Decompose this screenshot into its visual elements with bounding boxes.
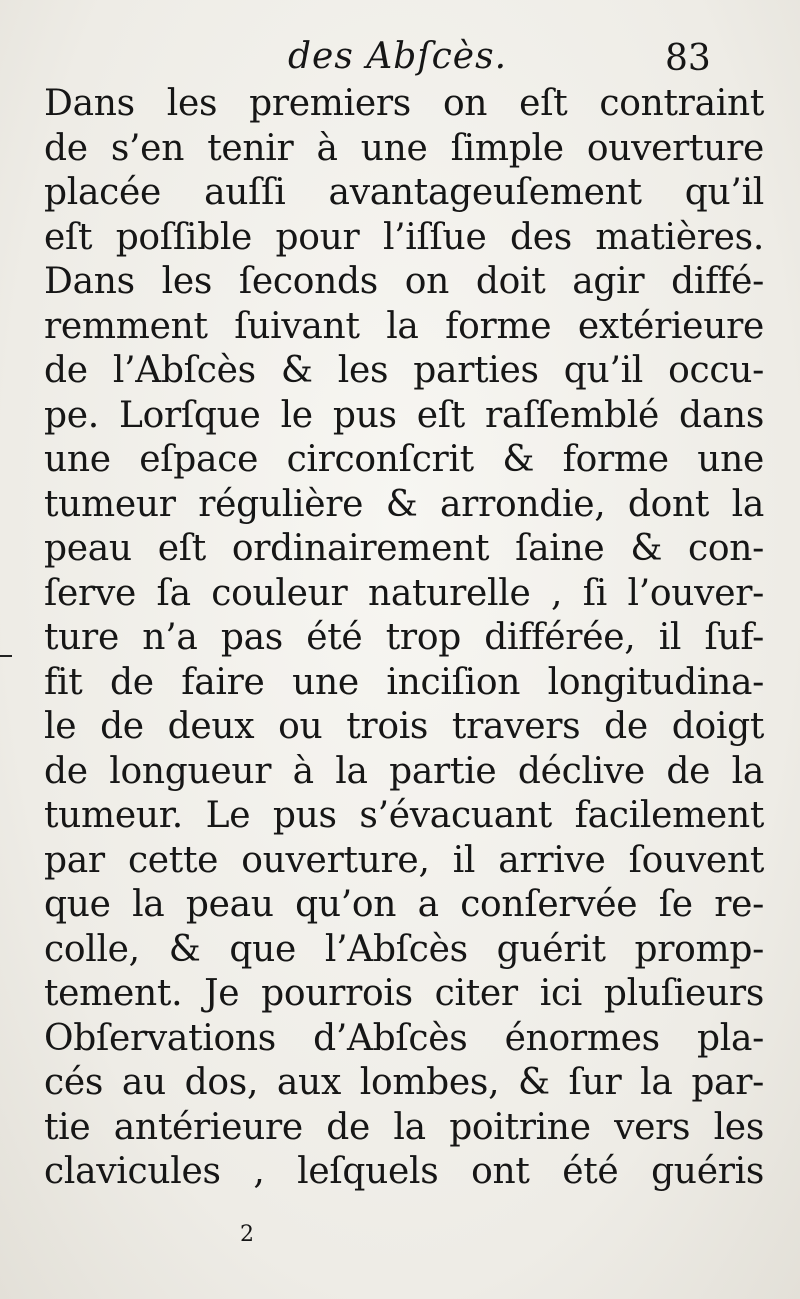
text-line-17: tumeur. Le pus s’évacuant facilement xyxy=(44,795,764,836)
text-line-9: une eſpace circonſcrit & forme une xyxy=(44,439,764,480)
text-line-24: tie antérieure de la poitrine vers les xyxy=(44,1106,764,1148)
text-line-8: pe. Lorſque le pus eſt raſſemblé dans xyxy=(44,394,764,436)
text-line-18: par cette ouverture, il arrive ſouvent xyxy=(44,839,764,881)
text-line-13: ture n’a pas été trop différée, il ſuf- xyxy=(44,617,764,658)
text-line-16: de longueur à la partie déclive de la xyxy=(44,750,764,792)
text-line-4: eſt poſſible pour l’iſſue des matières. xyxy=(44,216,764,258)
text-line-22: Obſervations d’Abſcès énormes pla- xyxy=(44,1017,764,1059)
text-line-25: clavicules , leſquels ont été guéris xyxy=(44,1151,764,1192)
text-line-14: fit de faire une inciſion longitudina- xyxy=(44,661,764,703)
text-line-20: colle, & que l’Abſcès guérit promp- xyxy=(44,928,764,970)
running-head xyxy=(0,36,800,86)
text-line-2: de s’en tenir à une ſimple ouverture xyxy=(44,127,764,169)
body-text xyxy=(44,82,764,1195)
text-line-5: Dans les ſeconds on doit agir diffé- xyxy=(44,261,764,302)
text-line-6: remment ſuivant la forme extérieure xyxy=(44,305,764,347)
page-number: 83 xyxy=(665,38,711,79)
text-line-7: de l’Abſcès & les parties qu’il occu- xyxy=(44,350,764,391)
catchword: 2 xyxy=(240,1222,254,1247)
text-line-21: tement. Je pourrois citer ici pluſieurs xyxy=(44,973,764,1014)
text-line-12: ſerve ſa couleur naturelle , ſi l’ouver- xyxy=(44,572,764,614)
text-line-3: placée auſſi avantageuſement qu’il xyxy=(44,172,764,213)
text-line-11: peau eſt ordinairement ſaine & con- xyxy=(44,528,764,569)
margin-mark xyxy=(0,655,12,657)
running-title: des Abſcès. xyxy=(288,36,508,77)
text-line-15: le de deux ou trois travers de doigt xyxy=(44,706,764,747)
text-line-23: cés au dos, aux lombes, & ſur la par- xyxy=(44,1062,764,1103)
text-line-1: Dans les premiers on eſt contraint xyxy=(44,83,764,124)
text-line-10: tumeur régulière & arrondie, dont la xyxy=(44,483,764,525)
text-line-19: que la peau qu’on a conſervée ſe re- xyxy=(44,884,764,925)
